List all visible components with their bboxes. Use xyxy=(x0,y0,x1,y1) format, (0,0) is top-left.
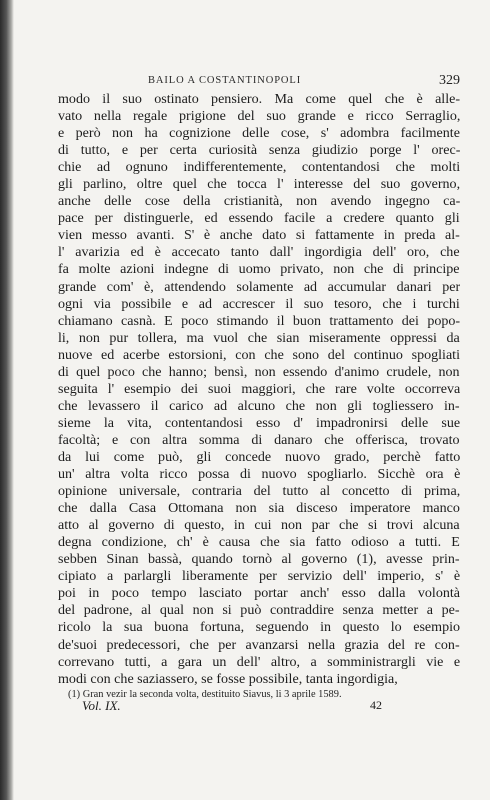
signature-number: 42 xyxy=(370,698,382,712)
text-line: sieme la vita, contentandosi esso d' impadronirsi delle sue xyxy=(58,414,460,431)
page-gutter-shadow xyxy=(0,0,14,800)
text-line: atto al governo di questo, in cui non par che si trovi alcuna xyxy=(58,517,460,534)
volume-mark: Vol. IX. xyxy=(82,698,121,713)
text-line: poi in poco tempo lasciato portar anch' esso dalla volontà xyxy=(58,585,460,602)
text-line: seguita l' esempio dei suoi maggiori, che rare volte occorreva xyxy=(58,380,460,397)
running-title: BAILO A COSTANTINOPOLI xyxy=(148,75,302,86)
text-line: opinione universale, contraria del tutto al concetto di prima, xyxy=(58,483,460,500)
text-line: ricolo la sua buona fortuna, seguendo in questo lo esempio xyxy=(58,619,460,636)
text-line: fa molte azioni indegne di uomo privato, non che di principe xyxy=(58,261,460,278)
text-line: di tutto, e per certa curiosità senza giudizio porge l' orec- xyxy=(58,142,460,159)
page-number: 329 xyxy=(439,73,460,88)
text-line: li, non pur tollera, ma vuol che sian miseramente oppressi da xyxy=(58,329,460,346)
text-line: cipiato a parlargli liberamente per servizio dell' imperio, s' è xyxy=(58,568,460,585)
text-line: grande com' è, attendendo solamente ad accumular danari per xyxy=(58,278,460,295)
text-line: e però non ha cognizione delle cose, s' adombra facilmente xyxy=(58,125,460,142)
text-line: da lui come può, gli concede nuovo grado, perchè fatto xyxy=(58,448,460,465)
footnote: (1) Gran vezir la seconda volta, destituito Siavus, li 3 aprile 1589. xyxy=(68,689,342,700)
text-line: un' altra volta ricco possa di nuovo spogliarlo. Sicchè ora è xyxy=(58,466,460,483)
text-line: modo il suo ostinato pensiero. Ma come quel che è alle- xyxy=(58,91,460,107)
text-line: facoltà; e con altra somma di danaro che offerisca, trovato xyxy=(58,431,460,448)
text-line: chie ad ognuno indifferentemente, contentandosi che molti xyxy=(58,159,460,176)
text-line: del padrone, al qual non si può contraddire senza metter a pe- xyxy=(58,602,460,619)
text-line: di quel poco che hanno; bensì, non essendo d'animo crudele, non xyxy=(58,363,460,380)
text-line: vato nella regale prigione del suo grande e ricco Serraglio, xyxy=(58,108,460,125)
text-line: chiamano casnà. E poco stimando il buon trattamento dei popo- xyxy=(58,312,460,329)
text-line: pace per distinguerle, ed essendo facile a credere quanto gli xyxy=(58,210,460,227)
text-line: degna condizione, ch' è causa che sia fatto odioso a tutti. E xyxy=(58,534,460,551)
text-line: ogni via possibile e ad accrescer il suo tesoro, che i turchi xyxy=(58,295,460,312)
text-line: anche delle cose della cristianità, non avendo ingegno ca- xyxy=(58,193,460,210)
text-line: che levassero il carico ad alcuno che non gli togliessero in- xyxy=(58,397,460,414)
signature-row xyxy=(82,698,382,716)
text-line: modi con che saziassero, se fosse possibile, tanta ingordigia, xyxy=(58,670,398,687)
text-line: gli parlino, oltre quel che tocca l' interesse del suo governo, xyxy=(58,176,460,193)
text-line: nuove ed acerbe estorsioni, con che sono del continuo spogliati xyxy=(58,346,460,363)
text-line: l' avarizia ed è accecato tanto dall' ingordigia dell' oro, che xyxy=(58,244,460,261)
text-line: che dalla Casa Ottomana non sia disceso imperatore manco xyxy=(58,500,460,517)
body-text xyxy=(58,91,460,688)
text-line: de'suoi predecessori, che per avanzarsi nella grazia del re con- xyxy=(58,636,460,653)
text-line: sebben Sinan bassà, quando tornò al governo (1), avesse prin- xyxy=(58,551,460,568)
text-line: correvano tutti, a gara un dell' altro, a somministrargli vie e xyxy=(58,653,460,670)
text-line: vien messo avanti. S' è anche dato si fattamente in preda al- xyxy=(58,227,460,244)
page-header xyxy=(60,73,460,91)
